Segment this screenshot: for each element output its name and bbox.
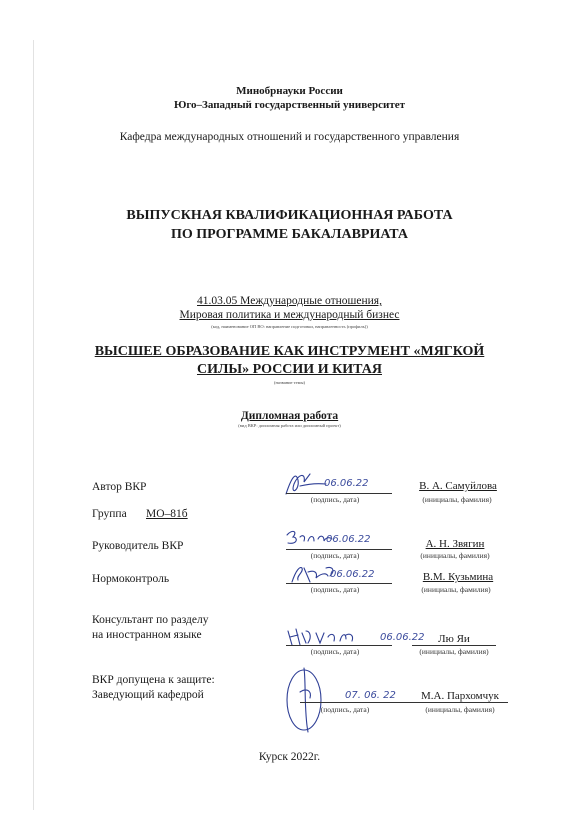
normcontrol-label: Нормоконтроль [92, 573, 170, 585]
supervisor-name: А. Н. Звягин [425, 538, 485, 550]
ministry-name: Минобрнауки России [236, 85, 343, 97]
topic-line1: ВЫСШЕЕ ОБРАЗОВАНИЕ КАК ИНСТРУМЕНТ «МЯГКОЙ [94, 344, 485, 359]
admitted-sign-caption: (подпись, дата) [320, 705, 370, 714]
consultant-label-line1: Консультант по разделу [92, 614, 209, 626]
supervisor-label: Руководитель ВКР [92, 540, 184, 552]
normcontrol-sign-caption: (подпись, дата) [310, 585, 360, 594]
admitted-name: М.А. Пархомчук [420, 690, 499, 702]
group-label: Группа [92, 508, 127, 520]
admitted-name-line [410, 702, 508, 703]
author-sign-line [286, 493, 392, 494]
city-year: Курск 2022г. [258, 751, 321, 763]
topic-line2: СИЛЫ» РОССИИ И КИТАЯ [196, 362, 382, 377]
work-type-caption: (вид ВКР: дипломная работа или дипломный проект) [238, 423, 341, 428]
normcontrol-name-caption: (инициалы, фамилия) [421, 585, 491, 594]
admitted-label-line1: ВКР допущена к защите: [92, 674, 215, 686]
department-name: Кафедра международных отношений и государственного управления [119, 131, 460, 143]
admitted-sign-line [300, 702, 410, 703]
author-name: В. А. Самуйлова [419, 480, 497, 492]
work-title-line2: ПО ПРОГРАММЕ БАКАЛАВРИАТА [171, 227, 408, 242]
supervisor-name-caption: (инициалы, фамилия) [420, 551, 490, 560]
normcontrol-sign-line [286, 583, 392, 584]
supervisor-date: 06.06.22 [326, 534, 371, 545]
university-name: Юго–Западный государственный университет [173, 99, 406, 111]
consultant-sign-line [286, 645, 392, 646]
admitted-date: 07. 06. 22 [345, 690, 396, 701]
author-name-caption: (инициалы, фамилия) [422, 495, 492, 504]
normcontrol-date: 06.06.22 [330, 569, 375, 580]
group-value: МО–81б [146, 508, 188, 520]
consultant-name: Лю Яи [438, 633, 470, 645]
program-caption: (код, наименование ОП ВО: направление подготовки, направленность (профиль)) [211, 324, 368, 329]
normcontrol-name: В.М. Кузьмина [422, 571, 494, 583]
author-label: Автор ВКР [92, 481, 147, 493]
work-type: Дипломная работа [240, 410, 339, 422]
admitted-label-line2: Заведующий кафедрой [92, 689, 204, 701]
admitted-name-caption: (инициалы, фамилия) [425, 705, 495, 714]
program-code: 41.03.05 Международные отношения, [197, 295, 382, 307]
work-title-line1: ВЫПУСКНАЯ КВАЛИФИКАЦИОННАЯ РАБОТА [126, 208, 453, 223]
consultant-date: 06.06.22 [380, 632, 425, 643]
supervisor-sign-line [286, 549, 392, 550]
supervisor-sign-caption: (подпись, дата) [310, 551, 360, 560]
program-profile: Мировая политика и международный бизнес [179, 309, 400, 321]
consultant-label-line2: на иностранном языке [92, 629, 202, 641]
consultant-name-caption: (инициалы, фамилия) [419, 647, 489, 656]
consultant-sign-caption: (подпись, дата) [310, 647, 360, 656]
author-sign-caption: (подпись, дата) [310, 495, 360, 504]
consultant-name-line [412, 645, 496, 646]
head-of-department-signature [282, 662, 332, 734]
author-date: 06.06.22 [324, 478, 369, 489]
topic-caption: (название темы) [273, 380, 306, 385]
